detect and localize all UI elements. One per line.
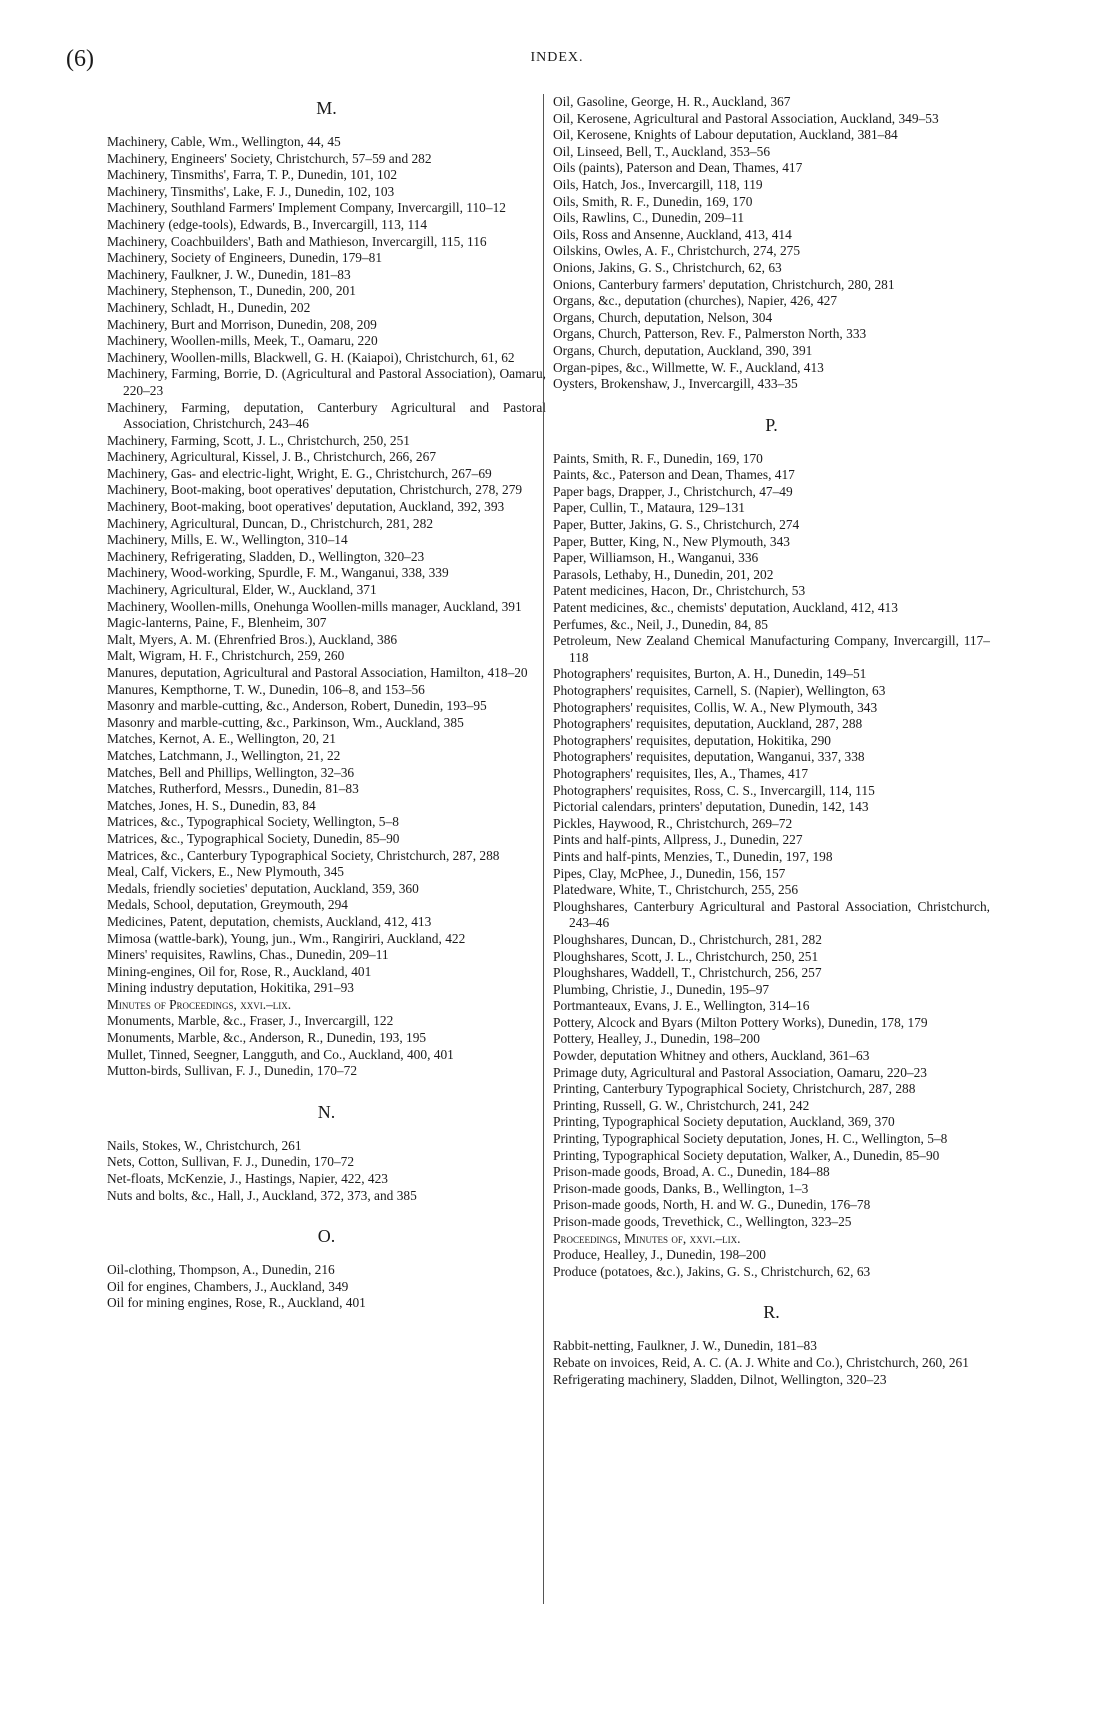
index-entry: Nuts and bolts, &c., Hall, J., Auckland, 372, 373, and 385 <box>107 1187 417 1203</box>
index-entry: Pints and half-pints, Menzies, T., Dunedin, 197, 198 <box>553 848 833 864</box>
index-entry: Ploughshares, Canterbury Agricultural and Pastoral Association, Christchurch, 243–46 <box>553 898 990 931</box>
index-entry: Machinery, Refrigerating, Sladden, D., Wellington, 320–23 <box>107 548 425 564</box>
index-entry: Oysters, Brokenshaw, J., Invercargill, 433–35 <box>553 376 798 392</box>
index-entry: Oils, Hatch, Jos., Invercargill, 118, 119 <box>553 176 763 192</box>
index-entry: Oil-clothing, Thompson, A., Dunedin, 216 <box>107 1262 335 1278</box>
section-letter: M. <box>316 98 337 118</box>
index-entry: Machinery, Farming, Scott, J. L., Christchurch, 250, 251 <box>107 432 410 448</box>
index-entry: Oils, Ross and Ansenne, Auckland, 413, 414 <box>553 226 792 242</box>
index-entry: Mining industry deputation, Hokitika, 291–93 <box>107 980 354 996</box>
index-entry: Photographers' requisites, deputation, Hokitika, 290 <box>553 732 831 748</box>
index-entry: Miners' requisites, Rawlins, Chas., Dunedin, 209–11 <box>107 947 389 963</box>
index-entry: Photographers' requisites, Ross, C. S., Invercargill, 114, 115 <box>553 782 875 798</box>
index-entry: Machinery, Boot-making, boot operatives' deputation, Auckland, 392, 393 <box>107 499 505 515</box>
index-entry: Pickles, Haywood, R., Christchurch, 269–72 <box>553 815 793 831</box>
index-entry: Mimosa (wattle-bark), Young, jun., Wm., Rangiriri, Auckland, 422 <box>107 930 466 946</box>
index-entry: Masonry and marble-cutting, &c., Parkinson, Wm., Auckland, 385 <box>107 714 464 730</box>
index-entry: Powder, deputation Whitney and others, Auckland, 361–63 <box>553 1048 870 1064</box>
index-entry: Machinery, Agricultural, Kissel, J. B., Christchurch, 266, 267 <box>107 449 437 465</box>
index-entry: Paper, Cullin, T., Mataura, 129–131 <box>553 500 745 516</box>
index-entry: Pipes, Clay, McPhee, J., Dunedin, 156, 157 <box>553 865 786 881</box>
index-entry: Organ-pipes, &c., Willmette, W. F., Auckland, 413 <box>553 359 824 375</box>
index-entry: Manures, Kempthorne, T. W., Dunedin, 106–8, and 153–56 <box>107 681 425 697</box>
index-entry: Organs, &c., deputation (churches), Napier, 426, 427 <box>553 293 838 309</box>
index-entry: Ploughshares, Waddell, T., Christchurch, 256, 257 <box>553 965 822 981</box>
index-entry: Machinery, Tinsmiths', Lake, F. J., Dunedin, 102, 103 <box>107 183 395 199</box>
index-entry: Machinery, Boot-making, boot operatives' deputation, Christchurch, 278, 279 <box>107 482 523 498</box>
index-entry: Oil, Gasoline, George, H. R., Auckland, 367 <box>553 94 791 109</box>
index-entry: Patent medicines, &c., chemists' deputation, Auckland, 412, 413 <box>553 600 898 616</box>
section-letter: N. <box>317 1101 336 1122</box>
index-entry: Parasols, Lethaby, H., Dunedin, 201, 202 <box>553 566 774 582</box>
index-entry: Malt, Wigram, H. F., Christchurch, 259, 260 <box>107 648 345 664</box>
index-entry: Organs, Church, deputation, Nelson, 304 <box>553 309 773 325</box>
index-entry: Matrices, &c., Canterbury Typographical Society, Christchurch, 287, 288 <box>107 847 500 863</box>
index-entry: Produce (potatoes, &c.), Jakins, G. S., Christchurch, 62, 63 <box>553 1263 871 1279</box>
index-entry: Rebate on invoices, Reid, A. C. (A. J. White and Co.), Christchurch, 260, 261 <box>553 1354 969 1370</box>
index-entry: Mutton-birds, Sullivan, F. J., Dunedin, 170–72 <box>107 1063 358 1079</box>
index-entry: Net-floats, McKenzie, J., Hastings, Napier, 422, 423 <box>107 1171 388 1187</box>
index-entry: Pottery, Alcock and Byars (Milton Pottery Works), Dunedin, 178, 179 <box>553 1014 928 1030</box>
index-entry: Plumbing, Christie, J., Dunedin, 195–97 <box>553 981 770 997</box>
index-entry: Machinery, Schladt, H., Dunedin, 202 <box>107 299 311 315</box>
index-entry: Pictorial calendars, printers' deputation, Dunedin, 142, 143 <box>553 799 869 815</box>
index-entry: Oil, Kerosene, Knights of Labour deputation, Auckland, 381–84 <box>553 127 898 143</box>
index-entry: Photographers' requisites, Carnell, S. (Napier), Wellington, 63 <box>553 683 886 698</box>
index-entry: Oils, Rawlins, C., Dunedin, 209–11 <box>553 210 745 226</box>
index-entry: Nails, Stokes, W., Christchurch, 261 <box>107 1137 302 1153</box>
index-entry: Machinery, Stephenson, T., Dunedin, 200, 201 <box>107 283 356 299</box>
index-entry: Matches, Latchmann, J., Wellington, 21, 22 <box>107 747 341 763</box>
index-entry: Paper, Williamson, H., Wanganui, 336 <box>553 550 759 566</box>
index-entry: Printing, Canterbury Typographical Society, Christchurch, 287, 288 <box>553 1081 916 1097</box>
index-entry: Proceedings, Minutes of, xxvi.–lix. <box>553 1230 741 1246</box>
index-entry: Machinery, Woollen-mills, Onehunga Woollen-mills manager, Auckland, 391 <box>107 598 522 614</box>
index-entry: Oil, Linseed, Bell, T., Auckland, 353–56 <box>553 143 771 159</box>
index-entry: Paper bags, Drapper, J., Christchurch, 47–49 <box>553 483 793 499</box>
index-entry: Machinery, Cable, Wm., Wellington, 44, 45 <box>107 134 341 149</box>
index-entry: Matches, Rutherford, Messrs., Dunedin, 81–83 <box>107 781 359 797</box>
index-entry: Oils, Smith, R. F., Dunedin, 169, 170 <box>553 193 753 209</box>
index-entry: Perfumes, &c., Neil, J., Dunedin, 84, 85 <box>553 616 768 632</box>
index-entry: Portmanteaux, Evans, J. E., Wellington, 314–16 <box>553 998 810 1014</box>
page-number: (6) <box>66 46 94 72</box>
index-entry: Mining-engines, Oil for, Rose, R., Auckland, 401 <box>107 963 372 979</box>
index-entry: Machinery, Faulkner, J. W., Dunedin, 181–83 <box>107 266 351 282</box>
index-entry: Refrigerating machinery, Sladden, Dilnot, Wellington, 320–23 <box>553 1371 887 1387</box>
index-entry: Paper, Butter, King, N., New Plymouth, 343 <box>553 533 790 549</box>
index-entry: Prison-made goods, Broad, A. C., Dunedin, 184–88 <box>553 1164 830 1180</box>
index-entry: Minutes of Proceedings, xxvi.–lix. <box>107 996 292 1012</box>
index-entry: Masonry and marble-cutting, &c., Anderson, Robert, Dunedin, 193–95 <box>107 698 487 714</box>
index-entry: Organs, Church, deputation, Auckland, 390, 391 <box>553 342 813 358</box>
index-entry: Magic-lanterns, Paine, F., Blenheim, 307 <box>107 615 327 631</box>
index-entry: Machinery, Engineers' Society, Christchurch, 57–59 and 282 <box>107 150 432 166</box>
index-entry: Machinery, Tinsmiths', Farra, T. P., Dunedin, 101, 102 <box>107 167 398 183</box>
index-entry: Printing, Russell, G. W., Christchurch, 241, 242 <box>553 1097 810 1113</box>
index-entry: Photographers' requisites, deputation, Wanganui, 337, 338 <box>553 749 865 765</box>
index-entry: Platedware, White, T., Christchurch, 255, 256 <box>553 882 799 898</box>
index-entry: Onions, Canterbury farmers' deputation, Christchurch, 280, 281 <box>553 276 895 292</box>
index-entry: Paints, Smith, R. F., Dunedin, 169, 170 <box>553 450 763 466</box>
index-entry: Printing, Typographical Society deputation, Auckland, 369, 370 <box>553 1114 895 1130</box>
index-entry: Photographers' requisites, Collis, W. A., New Plymouth, 343 <box>553 699 878 715</box>
index-entry: Organs, Church, Patterson, Rev. F., Palmerston North, 333 <box>553 326 867 342</box>
index-entry: Medals, School, deputation, Greymouth, 294 <box>107 897 348 913</box>
index-entry: Machinery, Woollen-mills, Meek, T., Oamaru, 220 <box>107 333 378 349</box>
index-entry: Machinery, Agricultural, Elder, W., Auckland, 371 <box>107 582 377 598</box>
index-entry: Prison-made goods, Danks, B., Wellington, 1–3 <box>553 1180 809 1196</box>
index-entry: Machinery, Farming, Borrie, D. (Agricultural and Pastoral Association), Oamaru, 220–23 <box>107 366 546 398</box>
index-entry: Pottery, Healley, J., Dunedin, 198–200 <box>553 1031 760 1047</box>
index-entry: Machinery, Agricultural, Duncan, D., Christchurch, 281, 282 <box>107 515 434 531</box>
index-entry: Machinery, Burt and Morrison, Dunedin, 208, 209 <box>107 316 377 332</box>
index-entry: Oils (paints), Paterson and Dean, Thames, 417 <box>553 160 803 176</box>
index-entry: Paper, Butter, Jakins, G. S., Christchurch, 274 <box>553 517 800 533</box>
running-head: INDEX. <box>530 50 584 65</box>
index-entry: Pints and half-pints, Allpress, J., Dunedin, 227 <box>553 832 803 848</box>
index-entry: Photographers' requisites, Iles, A., Thames, 417 <box>553 765 809 781</box>
index-entry: Machinery, Mills, E. W., Wellington, 310–14 <box>107 532 348 548</box>
index-entry: Oil for engines, Chambers, J., Auckland, 349 <box>107 1278 349 1294</box>
index-entry: Manures, deputation, Agricultural and Pastoral Association, Hamilton, 418–20 <box>107 665 528 680</box>
index-entry: Onions, Jakins, G. S., Christchurch, 62, 63 <box>553 259 782 275</box>
index-entry: Primage duty, Agricultural and Pastoral Association, Oamaru, 220–23 <box>553 1064 928 1080</box>
section-letter: O. <box>317 1226 336 1247</box>
index-entry: Machinery, Woollen-mills, Blackwell, G. H. (Kaiapoi), Christchurch, 61, 62 <box>107 349 515 365</box>
index-entry: Printing, Typographical Society deputation, Walker, A., Dunedin, 85–90 <box>553 1147 940 1163</box>
index-entry: Mullet, Tinned, Seegner, Langguth, and Co., Auckland, 400, 401 <box>107 1046 454 1062</box>
index-entry: Oil, Kerosene, Agricultural and Pastoral Association, Auckland, 349–53 <box>553 110 939 126</box>
index-entry: Monuments, Marble, &c., Fraser, J., Invercargill, 122 <box>107 1013 394 1029</box>
section-letter: P. <box>765 414 778 435</box>
index-entry: Prison-made goods, North, H. and W. G., Dunedin, 176–78 <box>553 1197 871 1213</box>
index-entry: Nets, Cotton, Sullivan, F. J., Dunedin, 170–72 <box>107 1154 355 1170</box>
index-entry: Photographers' requisites, Burton, A. H., Dunedin, 149–51 <box>553 666 867 682</box>
index-entry: Matrices, &c., Typographical Society, Wellington, 5–8 <box>107 814 399 830</box>
index-entry: Petroleum, New Zealand Chemical Manufacturing Company, Invercargill, 117–118 <box>553 633 990 665</box>
index-entry: Machinery, Gas- and electric-light, Wright, E. G., Christchurch, 267–69 <box>107 465 492 481</box>
index-entry: Prison-made goods, Trevethick, C., Wellington, 323–25 <box>553 1214 852 1229</box>
index-entry: Machinery, Wood-working, Spurdle, F. M., Wanganui, 338, 339 <box>107 565 449 581</box>
index-entry: Produce, Healley, J., Dunedin, 198–200 <box>553 1247 766 1263</box>
index-entry: Patent medicines, Hacon, Dr., Christchurch, 53 <box>553 583 806 599</box>
index-entry: Printing, Typographical Society deputation, Jones, H. C., Wellington, 5–8 <box>553 1131 948 1147</box>
index-entry: Machinery, Coachbuilders', Bath and Mathieson, Invercargill, 115, 116 <box>107 233 487 249</box>
index-entry: Paints, &c., Paterson and Dean, Thames, 417 <box>553 467 795 483</box>
index-entry: Machinery, Society of Engineers, Dunedin, 179–81 <box>107 250 383 266</box>
index-entry: Photographers' requisites, deputation, Auckland, 287, 288 <box>553 716 863 732</box>
index-entry: Matches, Bell and Phillips, Wellington, 32–36 <box>107 764 355 780</box>
index-entry: Matrices, &c., Typographical Society, Dunedin, 85–90 <box>107 830 400 846</box>
index-entry: Machinery, Farming, deputation, Canterbury Agricultural and Pastoral Association, Christchurch, 243–46 <box>107 399 546 432</box>
index-entry: Rabbit-netting, Faulkner, J. W., Dunedin, 181–83 <box>553 1338 817 1354</box>
section-letter: R. <box>763 1302 780 1323</box>
index-entry: Machinery, Southland Farmers' Implement Company, Invercargill, 110–12 <box>107 200 506 216</box>
index-entry: Ploughshares, Scott, J. L., Christchurch, 250, 251 <box>553 948 819 964</box>
index-entry: Ploughshares, Duncan, D., Christchurch, 281, 282 <box>553 931 822 947</box>
right-column <box>553 94 990 1388</box>
index-entry: Medicines, Patent, deputation, chemists, Auckland, 412, 413 <box>107 913 432 929</box>
left-column <box>107 94 546 1312</box>
index-entry: Machinery (edge-tools), Edwards, B., Invercargill, 113, 114 <box>107 216 428 232</box>
index-entry: Monuments, Marble, &c., Anderson, R., Dunedin, 193, 195 <box>107 1030 427 1046</box>
index-entry: Matches, Jones, H. S., Dunedin, 83, 84 <box>107 797 316 813</box>
index-entry: Oilskins, Owles, A. F., Christchurch, 274, 275 <box>553 243 801 259</box>
index-entry: Malt, Myers, A. M. (Ehrenfried Bros.), Auckland, 386 <box>107 631 398 647</box>
index-entry: Meal, Calf, Vickers, E., New Plymouth, 345 <box>107 864 344 880</box>
index-entry: Medals, friendly societies' deputation, Auckland, 359, 360 <box>107 880 419 896</box>
column-divider <box>543 94 544 1604</box>
index-entry: Oil for mining engines, Rose, R., Auckland, 401 <box>107 1295 366 1311</box>
index-entry: Matches, Kernot, A. E., Wellington, 20, 21 <box>107 731 336 747</box>
